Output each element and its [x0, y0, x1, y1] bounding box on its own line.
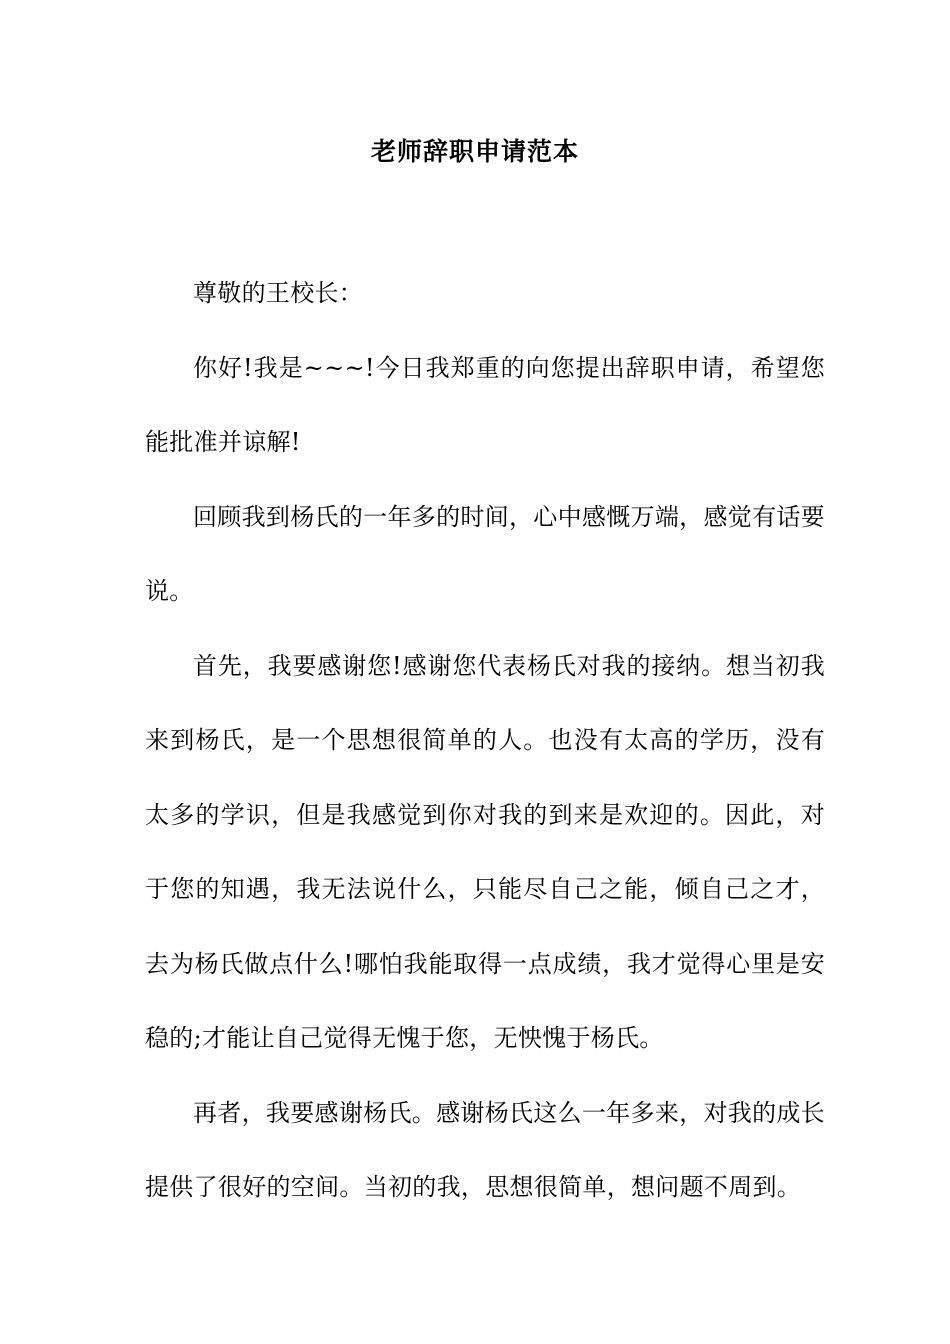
- paragraph-thanks-school: 再者，我要感谢杨氏。感谢杨氏这么一年多来，对我的成长提供了很好的空间。当初的我，思想很简单，想问题不周到。: [145, 1098, 825, 1201]
- document-body: [145, 256, 825, 1225]
- paragraph-thanks-principal: 首先，我要感谢您!感谢您代表杨氏对我的接纳。想当初我来到杨氏，是一个思想很简单的人。也没有太高的学历，没有太多的学识，但是我感觉到你对我的到来是欢迎的。因此，对于您的知遇，我无法说什么，只能尽自己之能，倾自己之才，去为杨氏做点什么!哪怕我能取得一点成绩，我才觉得心里是安稳的;才能让自己觉得无愧于您，无怏愧于杨氏。: [145, 651, 825, 1052]
- paragraph-greeting: 你好!我是~~~!今日我郑重的向您提出辞职申请，希望您能批准并谅解!: [145, 353, 825, 456]
- salutation: 尊敬的王校长：: [193, 279, 364, 307]
- paragraph-retrospect: 回顾我到杨氏的一年多的时间，心中感慨万端，感觉有话要说。: [145, 502, 825, 605]
- document-title: 老师辞职申请范本: [370, 137, 579, 166]
